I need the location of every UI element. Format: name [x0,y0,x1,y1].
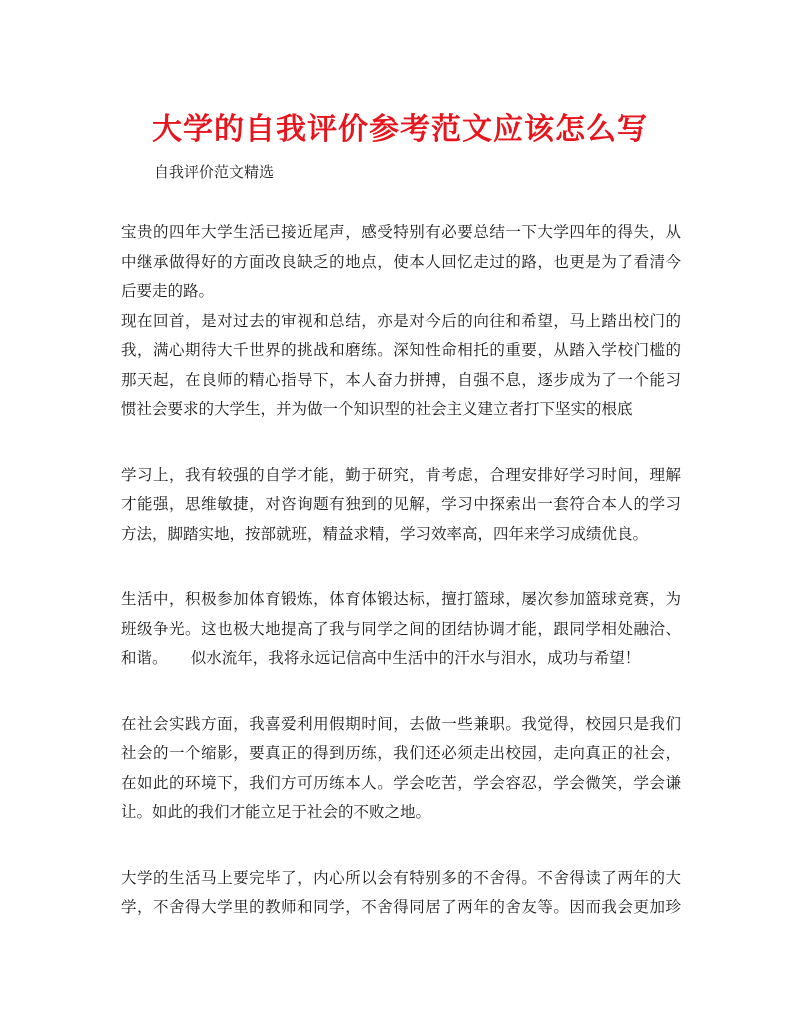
paragraph-line: 惯社会要求的大学生，并为做一个知识型的社会主义建立者打下坚实的根底 [121,400,633,418]
paragraph-line: 在如此的环境下，我们方可历练本人。学会吃苦，学会容忍，学会微笑，学会谦 [121,773,681,792]
paragraph-line: 后要走的路。 [121,282,215,300]
document-title: 大学的自我评价参考范文应该怎么写 [152,112,648,147]
paragraph-line: 学，不舍得大学里的教师和同学，不舍得同居了两年的舍友等。因而我会更加珍 [121,898,681,916]
paragraph-gap [121,828,681,864]
paragraph-line: 学习上，我有较强的自学才能，勤于研究，肯考虑，合理安排好学习时间，理解 [121,465,681,484]
paragraph-line: 现在回首，是对过去的审视和总结，亦是对今后的向往和希望，马上踏出校门的 [121,311,681,330]
paragraph-1 [121,218,681,307]
paragraph-line: 社会的一个缩影，要真正的得到历练，我们还必须走出校园，走向真正的社会， [121,744,681,762]
paragraph-line: 大学的生活马上要完毕了，内心所以会有特别多的不舍得。不舍得读了两年的大 [121,868,681,887]
paragraph-2 [121,307,681,425]
paragraph-6 [121,864,681,923]
paragraph-line: 我，满心期待大千世界的挑战和磨练。深知性命相托的重要，从踏入学校门槛的 [121,341,681,359]
paragraph-4 [121,585,681,674]
paragraph-line: 班级争光。这也极大地提高了我与同学之间的团结协调才能，跟同学相处融洽、 [121,619,681,638]
document-subtitle: 自我评价范文精选 [154,163,275,181]
paragraph-line: 让。如此的我们才能立足于社会的不败之地。 [121,803,432,821]
paragraph-3 [121,461,681,550]
paragraph-line: 方法，脚踏实地，按部就班，精益求精，学习效率高，四年来学习成绩优良。 [121,524,649,543]
paragraph-line: 生活中，积极参加体育锻炼，体育体锻达标，擅打篮球，屡次参加篮球竞赛，为 [121,590,681,608]
paragraph-line: 才能强，思维敏捷，对咨询题有独到的见解，学习中探索出一套符合本人的学习 [121,495,681,513]
paragraph-gap [121,425,681,461]
document-body [121,218,681,923]
paragraph-line: 中继承做得好的方面改良缺乏的地点，使本人回忆走过的路，也更是为了看清今 [121,252,681,271]
paragraph-gap [121,549,681,585]
paragraph-5 [121,710,681,828]
paragraph-line: 那天起，在良师的精心指导下，本人奋力拼搏，自强不息，逐步成为了一个能习 [121,370,681,389]
paragraph-line: 宝贵的四年大学生活已接近尾声，感受特别有必要总结一下大学四年的得失，从 [121,223,681,241]
paragraph-line: 在社会实践方面，我喜爱利用假期时间，去做一些兼职。我觉得，校园只是我们 [121,714,681,733]
paragraph-gap [121,674,681,710]
paragraph-line: 和谐。 似水流年，我将永远记信高中生活中的汗水与泪水，成功与希望！ [121,649,641,667]
